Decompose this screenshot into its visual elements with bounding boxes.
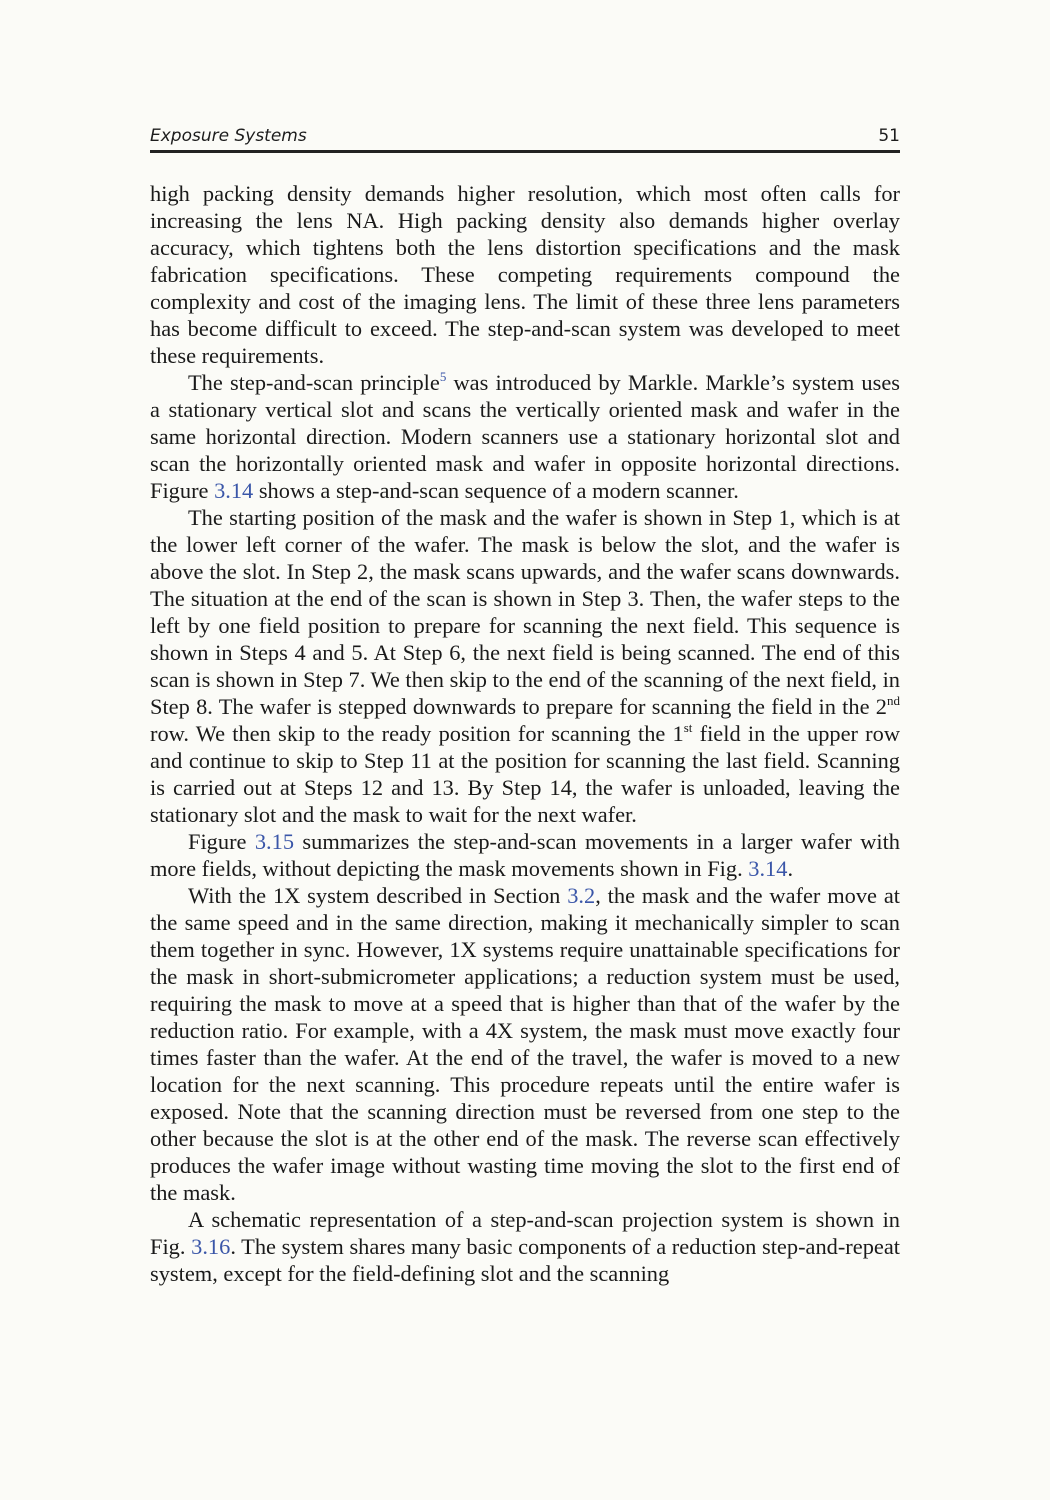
header-rule [150, 150, 900, 153]
paragraph-4: Figure 3.15 summarizes the step-and-scan movements in a larger wafer with more fields, without depicting the mask movements shown in Fig. 3.14. [150, 829, 900, 881]
superscript-nd: nd [887, 693, 900, 708]
figure-link-3-16[interactable]: 3.16 [191, 1234, 231, 1259]
section-link-3-2[interactable]: 3.2 [567, 883, 596, 908]
body-text [150, 180, 900, 1287]
paragraph-5: With the 1X system described in Section 3.2, the mask and the wafer move at the same speed and in the same direction, making it mechanically simpler to scan them together in sync. However, 1X systems require unattainable specifications for the mask in short-submicrometer applications; a reduction system must be used, requiring the mask to move at a speed that is higher than that of the wafer by the reduction ratio. For example, with a 4X system, the mask must move exactly four times faster than the wafer. At the end of the travel, the wafer is moved to a new location for the next scanning. This procedure repeats until the entire wafer is exposed. Note that the scanning direction must be reversed from one step to the other because the slot is at the other end of the mask. The reverse scan effectively produces the wafer image without wasting time moving the slot to the first end of the mask. [150, 883, 900, 1205]
reference-link-5[interactable]: 5 [439, 369, 447, 384]
paragraph-1: high packing density demands higher resolution, which most often calls for increasing the lens NA. High packing density also demands higher overlay accuracy, which tightens both the lens distortion specifications and the mask fabrication specifications. These competing requirements compound the complexity and cost of the imaging lens. The limit of these three lens parameters has become difficult to exceed. The step-and-scan system was developed to meet these requirements. [150, 181, 900, 368]
superscript-st: st [683, 720, 693, 735]
running-header [150, 126, 900, 150]
paragraph-2: The step-and-scan principle$^5$ was introduced by Markle. Markle’s system uses a stationary vertical slot and scans the vertically oriented mask and wafer in the same horizontal direction. Modern scanners use a stationary horizontal slot and scan the horizontally oriented mask and wafer in opposite horizontal directions. Figure 3.14 shows a step-and-scan sequence of a modern scanner. [150, 369, 900, 503]
paragraph-6: A schematic representation of a step-and-scan projection system is shown in Fig. 3.16. The system shares many basic components of a reduction step-and-repeat system, except for the field-defining slot and the scanning [150, 1207, 900, 1286]
page-number: 51 [878, 126, 900, 146]
figure-link-3-14[interactable]: 3.14 [214, 478, 254, 503]
paragraph-3: The starting position of the mask and the wafer is shown in Step 1, which is at the lower left corner of the wafer. The mask is below the slot, and the wafer is above the slot. In Step 2, the mask scans upwards, and the wafer scans downwards. The situation at the end of the scan is shown in Step 3. Then, the wafer steps to the left by one field position to prepare for scanning the next field. This sequence is shown in Steps 4 and 5. At Step 6, the next field is being scanned. The end of this scan is shown in Step 7. We then skip to the end of the scanning of the next field, in Step 8. The wafer is stepped downwards to prepare for scanning the field in the 2nd row. We then skip to the ready position for scanning the 1st field in the upper row and continue to skip to Step 11 at the position for scanning the last field. Scanning is carried out at Steps 12 and 13. By Step 14, the wafer is unloaded, leaving the stationary slot and the mask to wait for the next wafer. [150, 505, 900, 827]
figure-link-3-15[interactable]: 3.15 [254, 829, 295, 854]
running-title: Exposure Systems [150, 126, 307, 146]
figure-link-3-14-b[interactable]: 3.14 [748, 856, 788, 881]
